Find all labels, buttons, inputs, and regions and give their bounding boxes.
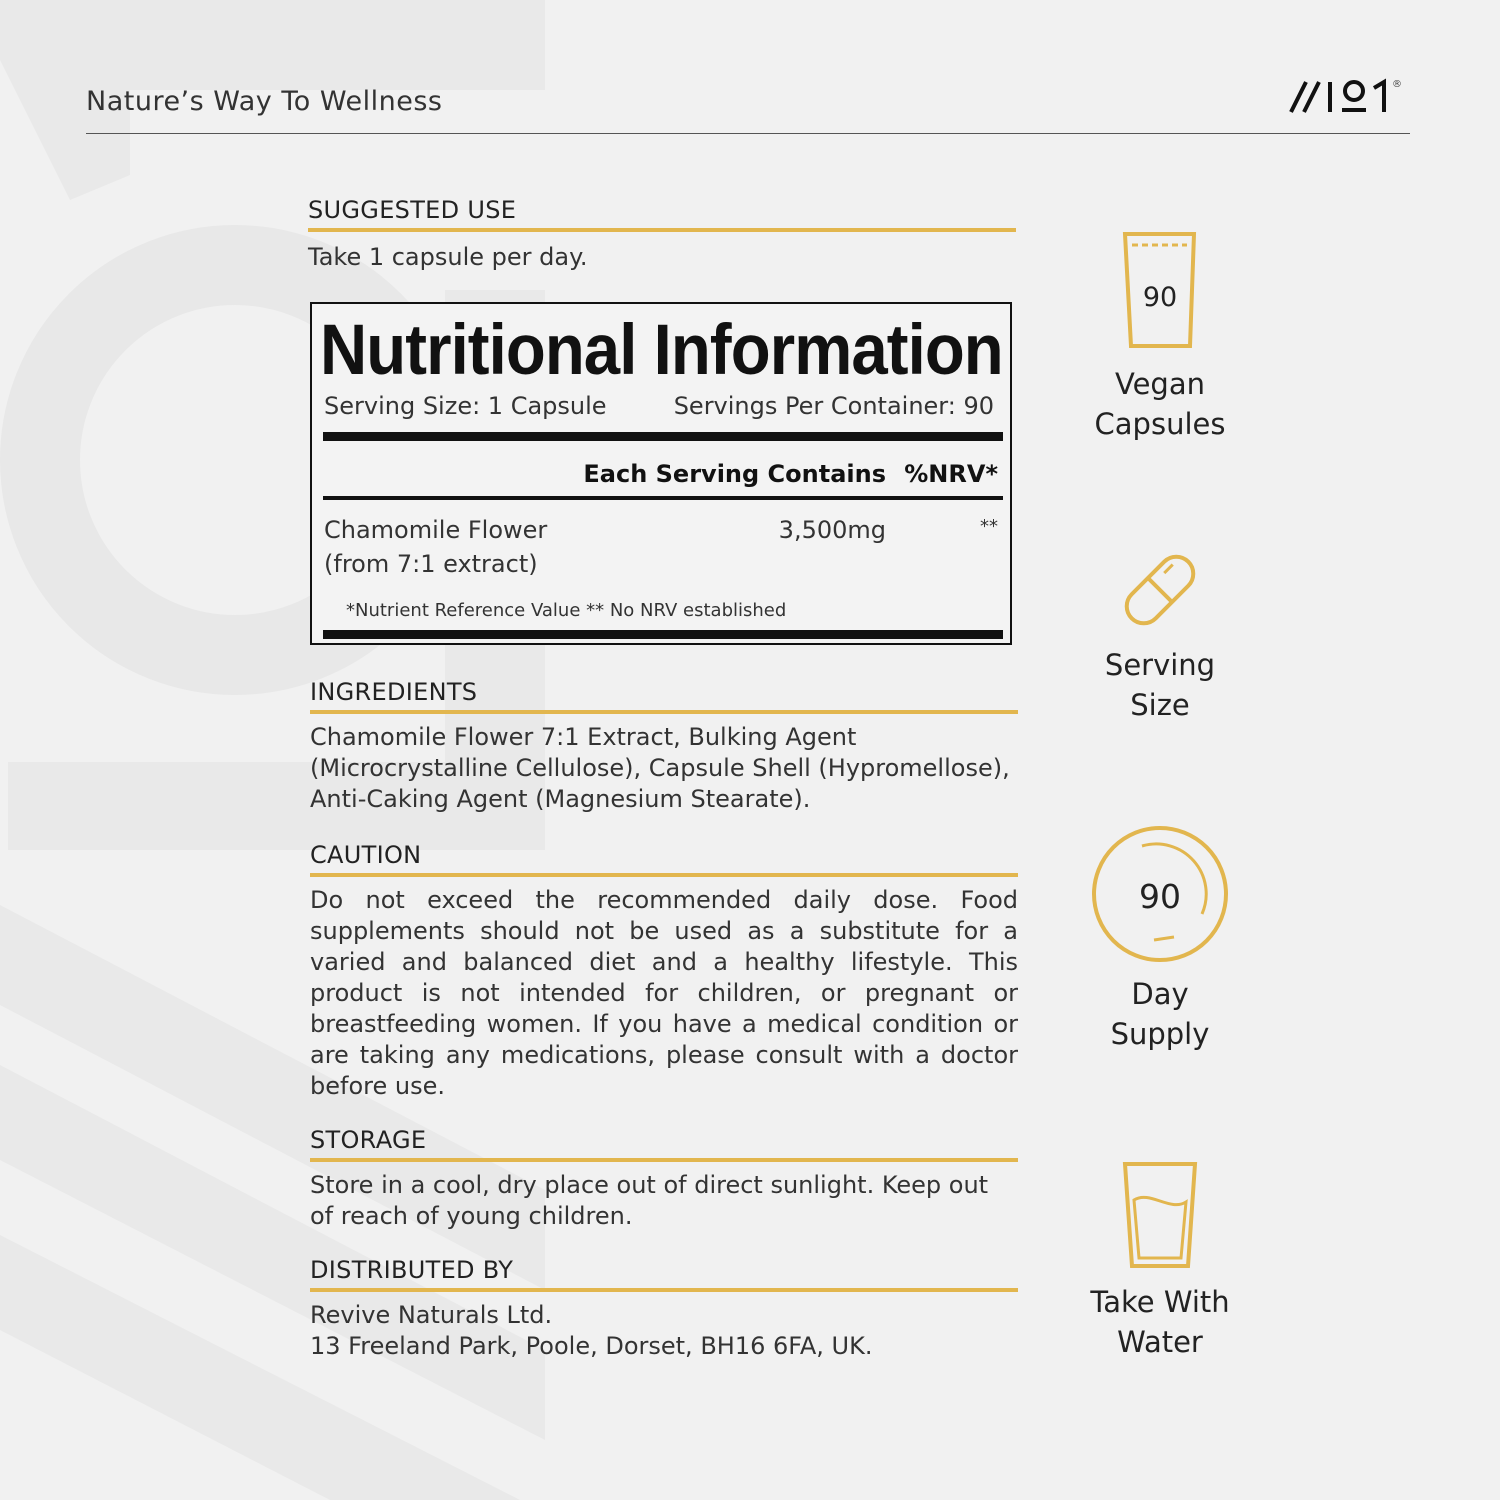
feature-line1: Take With (1090, 1285, 1230, 1319)
brand-logo (1288, 74, 1414, 120)
caution-section (310, 841, 1018, 1102)
feature-line2: Capsules (1094, 407, 1226, 441)
distributor-name: Revive Naturals Ltd. (310, 1301, 553, 1329)
ingredient-name: Chamomile Flower (324, 516, 548, 544)
feature-vegan-capsules (1040, 228, 1280, 444)
ingredients-section (310, 678, 1018, 815)
divider-thick (323, 432, 1003, 441)
feature-line1: Day (1131, 977, 1189, 1011)
feature-line2: Size (1130, 688, 1190, 722)
header-divider (86, 133, 1410, 134)
feature-take-with-water (1040, 1160, 1280, 1362)
divider-thin (323, 496, 1003, 500)
storage-heading: STORAGE (310, 1126, 1018, 1162)
day-count: 90 (1139, 877, 1181, 916)
distributor-address: 13 Freeland Park, Poole, Dorset, BH16 6FA, UK. (310, 1332, 873, 1360)
nrv-footnote: *Nutrient Reference Value ** No NRV established (346, 600, 787, 621)
registered-mark: ® (1392, 79, 1402, 90)
pouch-icon (1110, 228, 1210, 358)
feature-line2: Water (1117, 1325, 1203, 1359)
ingredients-heading: INGREDIENTS (310, 678, 1018, 714)
glass-icon (1120, 1160, 1200, 1272)
nutrition-title: Nutritional Information (320, 311, 1003, 390)
day-circle-icon (1090, 824, 1230, 964)
distributed-by-section (310, 1256, 1018, 1362)
suggested-use-text: Take 1 capsule per day. (308, 243, 588, 271)
storage-section (310, 1126, 1018, 1232)
serving-size: Serving Size: 1 Capsule (324, 392, 607, 420)
tagline: Nature’s Way To Wellness (86, 86, 443, 117)
feature-line1: Serving (1104, 648, 1216, 682)
feature-line2: Supply (1110, 1017, 1210, 1051)
ingredient-amount: 3,500mg (778, 516, 886, 544)
servings-per-container: Servings Per Container: 90 (673, 392, 994, 420)
ingredients-text: Chamomile Flower 7:1 Extract, Bulking Agent (Microcrystalline Cellulose), Capsule Shell (Hypromellose), Anti-Caking Agent (Magnesium Stearate). (310, 723, 1010, 813)
pouch-count: 90 (1142, 282, 1178, 313)
distributed-by-heading: DISTRIBUTED BY (310, 1256, 1018, 1292)
nrv-header: %NRV* (904, 460, 998, 488)
capsule-icon (1115, 545, 1205, 635)
feature-line1: Vegan (1115, 367, 1205, 401)
divider-bottom (323, 630, 1003, 639)
ingredient-nrv: ** (980, 516, 998, 537)
suggested-use-section (308, 196, 1016, 273)
nutrition-panel (310, 302, 1012, 645)
feature-day-supply (1040, 824, 1280, 1054)
storage-text: Store in a cool, dry place out of direct sunlight. Keep out of reach of young children. (310, 1171, 989, 1230)
suggested-use-heading: SUGGESTED USE (308, 196, 1016, 232)
caution-text: Do not exceed the recommended daily dose. Food supplements should not be used as a substitute for a varied and balanced diet and a healthy lifestyle. This product is not intended for children, or pregnant or breastfeeding women. If you have a medical condition or are taking any medications, please consult with a doctor before use. (310, 886, 1018, 1100)
ingredient-name-extract: (from 7:1 extract) (324, 550, 538, 578)
caution-heading: CAUTION (310, 841, 1018, 877)
each-serving-header: Each Serving Contains (583, 460, 886, 488)
feature-serving-size (1040, 545, 1280, 725)
